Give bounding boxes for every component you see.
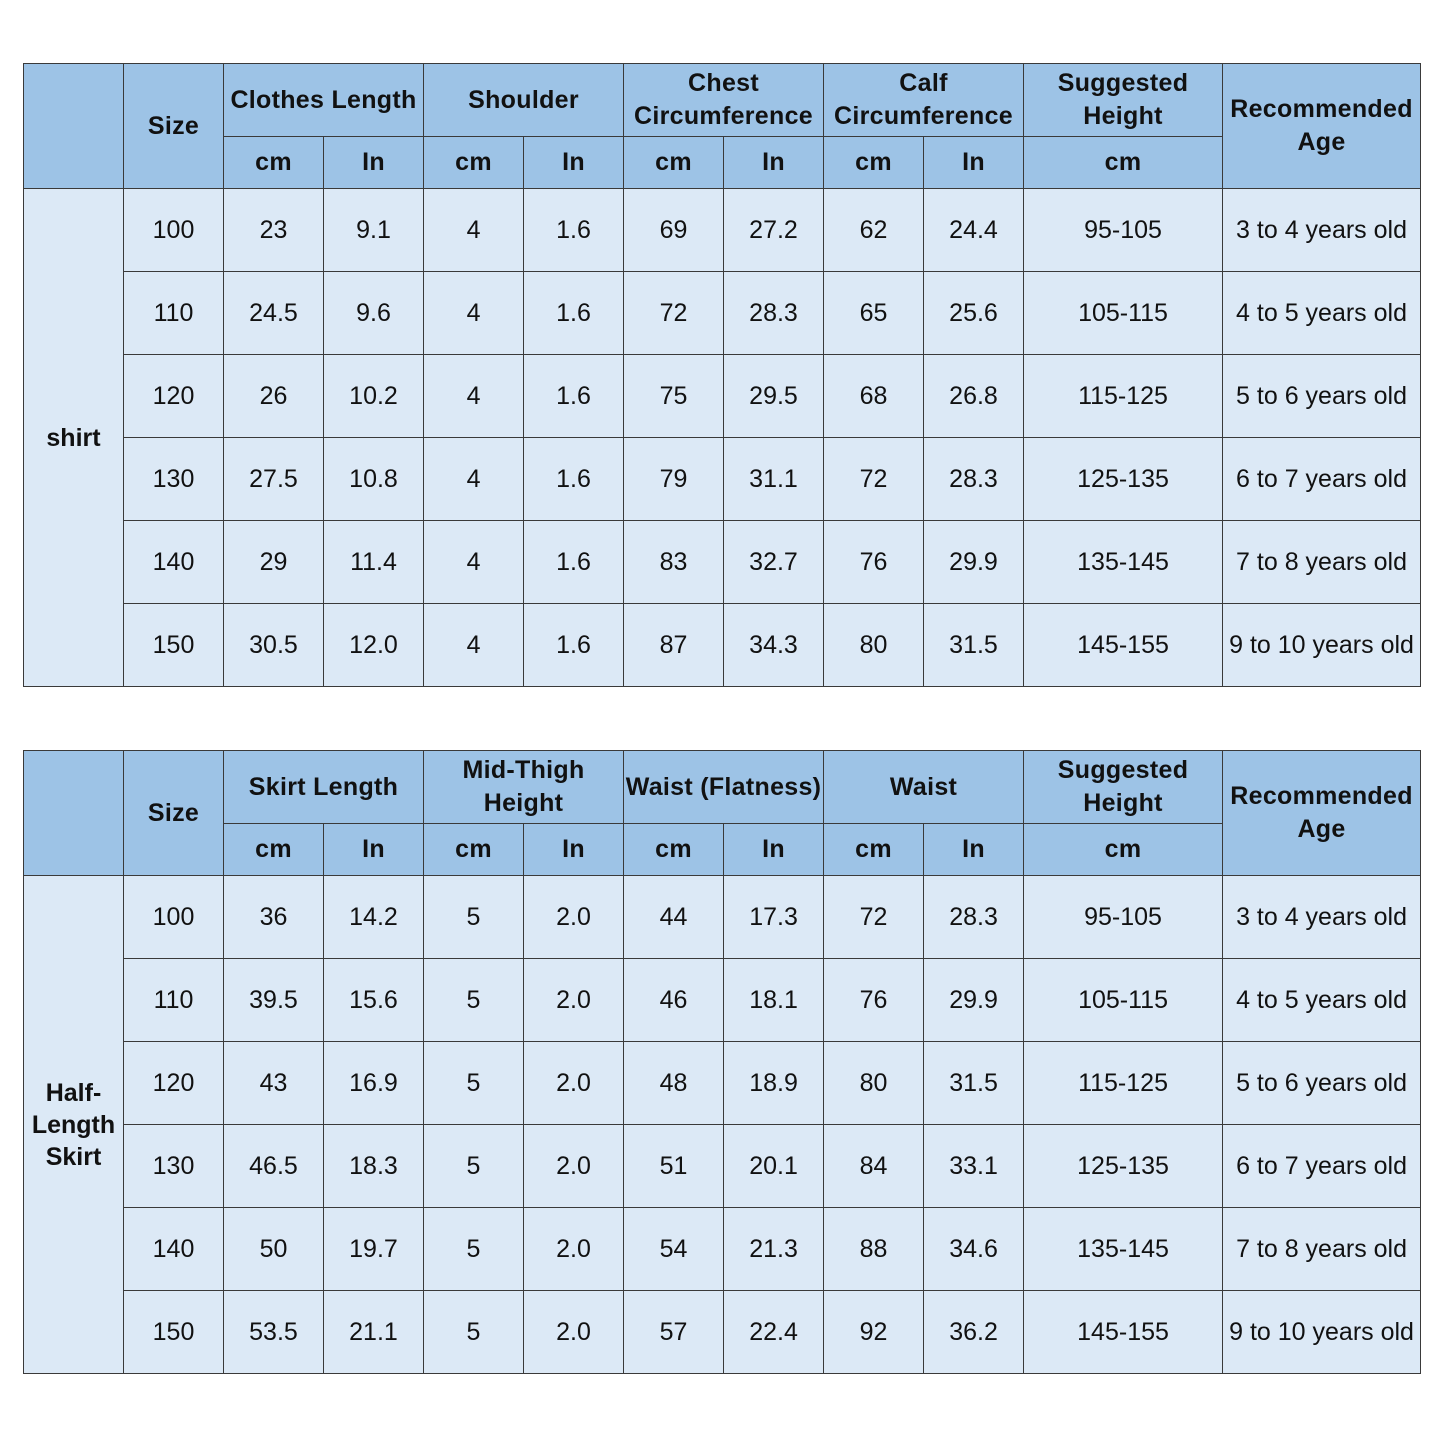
table-cell: 44 [624, 876, 724, 959]
table-cell: 4 [424, 521, 524, 604]
group-header-skirt-length: Skirt Length [224, 751, 424, 824]
table-cell: 3 to 4 years old [1223, 189, 1421, 272]
table-cell: 33.1 [924, 1125, 1024, 1208]
table-cell: 110 [124, 959, 224, 1042]
table-cell: 16.9 [324, 1042, 424, 1125]
table-cell: 14.2 [324, 876, 424, 959]
table-cell: 27.5 [224, 438, 324, 521]
table-cell: 84 [824, 1125, 924, 1208]
table-cell: 9.6 [324, 272, 424, 355]
table-cell: 57 [624, 1291, 724, 1374]
table-cell: 17.3 [724, 876, 824, 959]
group-header-chest-circumference: Chest Circumference [624, 64, 824, 137]
table-cell: 34.6 [924, 1208, 1024, 1291]
table-cell: 5 to 6 years old [1223, 1042, 1421, 1125]
table-cell: 95-105 [1024, 876, 1223, 959]
table-row [24, 1042, 1421, 1125]
table-cell: 4 to 5 years old [1223, 272, 1421, 355]
table-cell: 18.3 [324, 1125, 424, 1208]
table-cell: 54 [624, 1208, 724, 1291]
table-cell: 1.6 [524, 189, 624, 272]
table-cell: 50 [224, 1208, 324, 1291]
table-cell: 72 [824, 438, 924, 521]
size-header: Size [124, 751, 224, 876]
table-cell: 12.0 [324, 604, 424, 687]
table-cell: 62 [824, 189, 924, 272]
table-cell: 1.6 [524, 438, 624, 521]
table-row [24, 438, 1421, 521]
table-row [24, 604, 1421, 687]
table-row [24, 521, 1421, 604]
table-cell: 28.3 [924, 438, 1024, 521]
table-cell: 26 [224, 355, 324, 438]
table-cell: 4 [424, 189, 524, 272]
table-cell: 110 [124, 272, 224, 355]
table-cell: 75 [624, 355, 724, 438]
table-cell: 115-125 [1024, 355, 1223, 438]
table-cell: 6 to 7 years old [1223, 1125, 1421, 1208]
table-cell: 5 [424, 1208, 524, 1291]
table-cell: 4 to 5 years old [1223, 959, 1421, 1042]
table-cell: 120 [124, 1042, 224, 1125]
table-cell: 145-155 [1024, 604, 1223, 687]
table-cell: 125-135 [1024, 438, 1223, 521]
table-cell: 80 [824, 604, 924, 687]
table-cell: 88 [824, 1208, 924, 1291]
table-cell: 24.5 [224, 272, 324, 355]
table-cell: 5 [424, 959, 524, 1042]
table-cell: 130 [124, 1125, 224, 1208]
category-label: shirt [24, 189, 124, 687]
table-cell: 150 [124, 604, 224, 687]
table-cell: 28.3 [724, 272, 824, 355]
table-cell: 120 [124, 355, 224, 438]
table-cell: 9 to 10 years old [1223, 604, 1421, 687]
table-cell: 31.5 [924, 1042, 1024, 1125]
table-cell: 5 [424, 1291, 524, 1374]
table-cell: 130 [124, 438, 224, 521]
table-cell: 5 to 6 years old [1223, 355, 1421, 438]
table-row [24, 189, 1421, 272]
table-cell: 2.0 [524, 1208, 624, 1291]
category-label: Half-Length Skirt [24, 876, 124, 1374]
unit-cm: cm [224, 137, 324, 189]
table-cell: 105-115 [1024, 272, 1223, 355]
table-row [24, 959, 1421, 1042]
unit-cm: cm [824, 137, 924, 189]
table-cell: 7 to 8 years old [1223, 1208, 1421, 1291]
table-cell: 87 [624, 604, 724, 687]
table-cell: 135-145 [1024, 521, 1223, 604]
table-row [24, 1125, 1421, 1208]
table-cell: 100 [124, 876, 224, 959]
suggested-height-header: Suggested Height [1024, 751, 1223, 824]
table-cell: 26.8 [924, 355, 1024, 438]
unit-cm: cm [224, 824, 324, 876]
table-cell: 1.6 [524, 272, 624, 355]
unit-in: In [924, 137, 1024, 189]
table-cell: 19.7 [324, 1208, 424, 1291]
table-cell: 51 [624, 1125, 724, 1208]
table-cell: 31.5 [924, 604, 1024, 687]
table-cell: 32.7 [724, 521, 824, 604]
group-header-calf-circumference: Calf Circumference [824, 64, 1024, 137]
table-cell: 5 [424, 1042, 524, 1125]
unit-cm: cm [824, 824, 924, 876]
table-cell: 92 [824, 1291, 924, 1374]
table-cell: 6 to 7 years old [1223, 438, 1421, 521]
group-header-shoulder: Shoulder [424, 64, 624, 137]
table-cell: 72 [824, 876, 924, 959]
table-cell: 21.3 [724, 1208, 824, 1291]
unit-cm: cm [1024, 824, 1223, 876]
table-cell: 25.6 [924, 272, 1024, 355]
table-cell: 2.0 [524, 876, 624, 959]
unit-cm: cm [624, 824, 724, 876]
table-cell: 22.4 [724, 1291, 824, 1374]
table-cell: 2.0 [524, 959, 624, 1042]
table-row [24, 1291, 1421, 1374]
table-cell: 1.6 [524, 355, 624, 438]
unit-cm: cm [624, 137, 724, 189]
table-cell: 34.3 [724, 604, 824, 687]
table-cell: 105-115 [1024, 959, 1223, 1042]
group-header-clothes-length: Clothes Length [224, 64, 424, 137]
table-cell: 1.6 [524, 604, 624, 687]
unit-cm: cm [424, 137, 524, 189]
table-cell: 4 [424, 604, 524, 687]
table-cell: 9.1 [324, 189, 424, 272]
table-cell: 21.1 [324, 1291, 424, 1374]
recommended-age-header: Recommended Age [1223, 64, 1421, 189]
size-header: Size [124, 64, 224, 189]
table-row [24, 355, 1421, 438]
table-cell: 76 [824, 959, 924, 1042]
table-cell: 10.8 [324, 438, 424, 521]
shirt-size-table [23, 63, 1421, 687]
table-cell: 135-145 [1024, 1208, 1223, 1291]
table-cell: 115-125 [1024, 1042, 1223, 1125]
table-row [24, 1208, 1421, 1291]
table-cell: 7 to 8 years old [1223, 521, 1421, 604]
suggested-height-header: Suggested Height [1024, 64, 1223, 137]
group-header-waist-flatness: Waist (Flatness) [624, 751, 824, 824]
table-cell: 5 [424, 1125, 524, 1208]
table-cell: 36 [224, 876, 324, 959]
table-cell: 15.6 [324, 959, 424, 1042]
table-cell: 145-155 [1024, 1291, 1223, 1374]
unit-in: In [924, 824, 1024, 876]
table-cell: 36.2 [924, 1291, 1024, 1374]
unit-in: In [524, 137, 624, 189]
table-cell: 80 [824, 1042, 924, 1125]
unit-in: In [324, 824, 424, 876]
unit-cm: cm [424, 824, 524, 876]
table-cell: 2.0 [524, 1291, 624, 1374]
table-cell: 29.9 [924, 959, 1024, 1042]
table-cell: 27.2 [724, 189, 824, 272]
table-cell: 11.4 [324, 521, 424, 604]
corner-cell [24, 64, 124, 189]
table-cell: 125-135 [1024, 1125, 1223, 1208]
table-cell: 140 [124, 521, 224, 604]
table-cell: 18.9 [724, 1042, 824, 1125]
table-cell: 30.5 [224, 604, 324, 687]
recommended-age-header: Recommended Age [1223, 751, 1421, 876]
unit-cm: cm [1024, 137, 1223, 189]
unit-in: In [724, 137, 824, 189]
table-cell: 20.1 [724, 1125, 824, 1208]
table-cell: 23 [224, 189, 324, 272]
table-row [24, 876, 1421, 959]
table-cell: 18.1 [724, 959, 824, 1042]
unit-in: In [324, 137, 424, 189]
unit-in: In [524, 824, 624, 876]
table-cell: 3 to 4 years old [1223, 876, 1421, 959]
table-cell: 65 [824, 272, 924, 355]
table-cell: 2.0 [524, 1042, 624, 1125]
table-cell: 2.0 [524, 1125, 624, 1208]
table-cell: 29.9 [924, 521, 1024, 604]
table-cell: 53.5 [224, 1291, 324, 1374]
group-header-waist: Waist [824, 751, 1024, 824]
table-cell: 76 [824, 521, 924, 604]
table-cell: 68 [824, 355, 924, 438]
table-cell: 31.1 [724, 438, 824, 521]
table-cell: 69 [624, 189, 724, 272]
table-cell: 4 [424, 355, 524, 438]
table-cell: 4 [424, 272, 524, 355]
table-cell: 9 to 10 years old [1223, 1291, 1421, 1374]
corner-cell [24, 751, 124, 876]
table-cell: 29.5 [724, 355, 824, 438]
table-cell: 46.5 [224, 1125, 324, 1208]
table-cell: 79 [624, 438, 724, 521]
table-cell: 95-105 [1024, 189, 1223, 272]
table-cell: 150 [124, 1291, 224, 1374]
group-header-mid-thigh-height: Mid-Thigh Height [424, 751, 624, 824]
table-cell: 5 [424, 876, 524, 959]
table-cell: 46 [624, 959, 724, 1042]
table-cell: 140 [124, 1208, 224, 1291]
skirt-size-table [23, 750, 1421, 1374]
table-cell: 4 [424, 438, 524, 521]
table-cell: 10.2 [324, 355, 424, 438]
table-cell: 83 [624, 521, 724, 604]
table-cell: 39.5 [224, 959, 324, 1042]
table-cell: 24.4 [924, 189, 1024, 272]
table-cell: 1.6 [524, 521, 624, 604]
unit-in: In [724, 824, 824, 876]
table-cell: 72 [624, 272, 724, 355]
table-cell: 48 [624, 1042, 724, 1125]
table-row [24, 272, 1421, 355]
table-cell: 28.3 [924, 876, 1024, 959]
table-cell: 100 [124, 189, 224, 272]
table-cell: 43 [224, 1042, 324, 1125]
table-cell: 29 [224, 521, 324, 604]
